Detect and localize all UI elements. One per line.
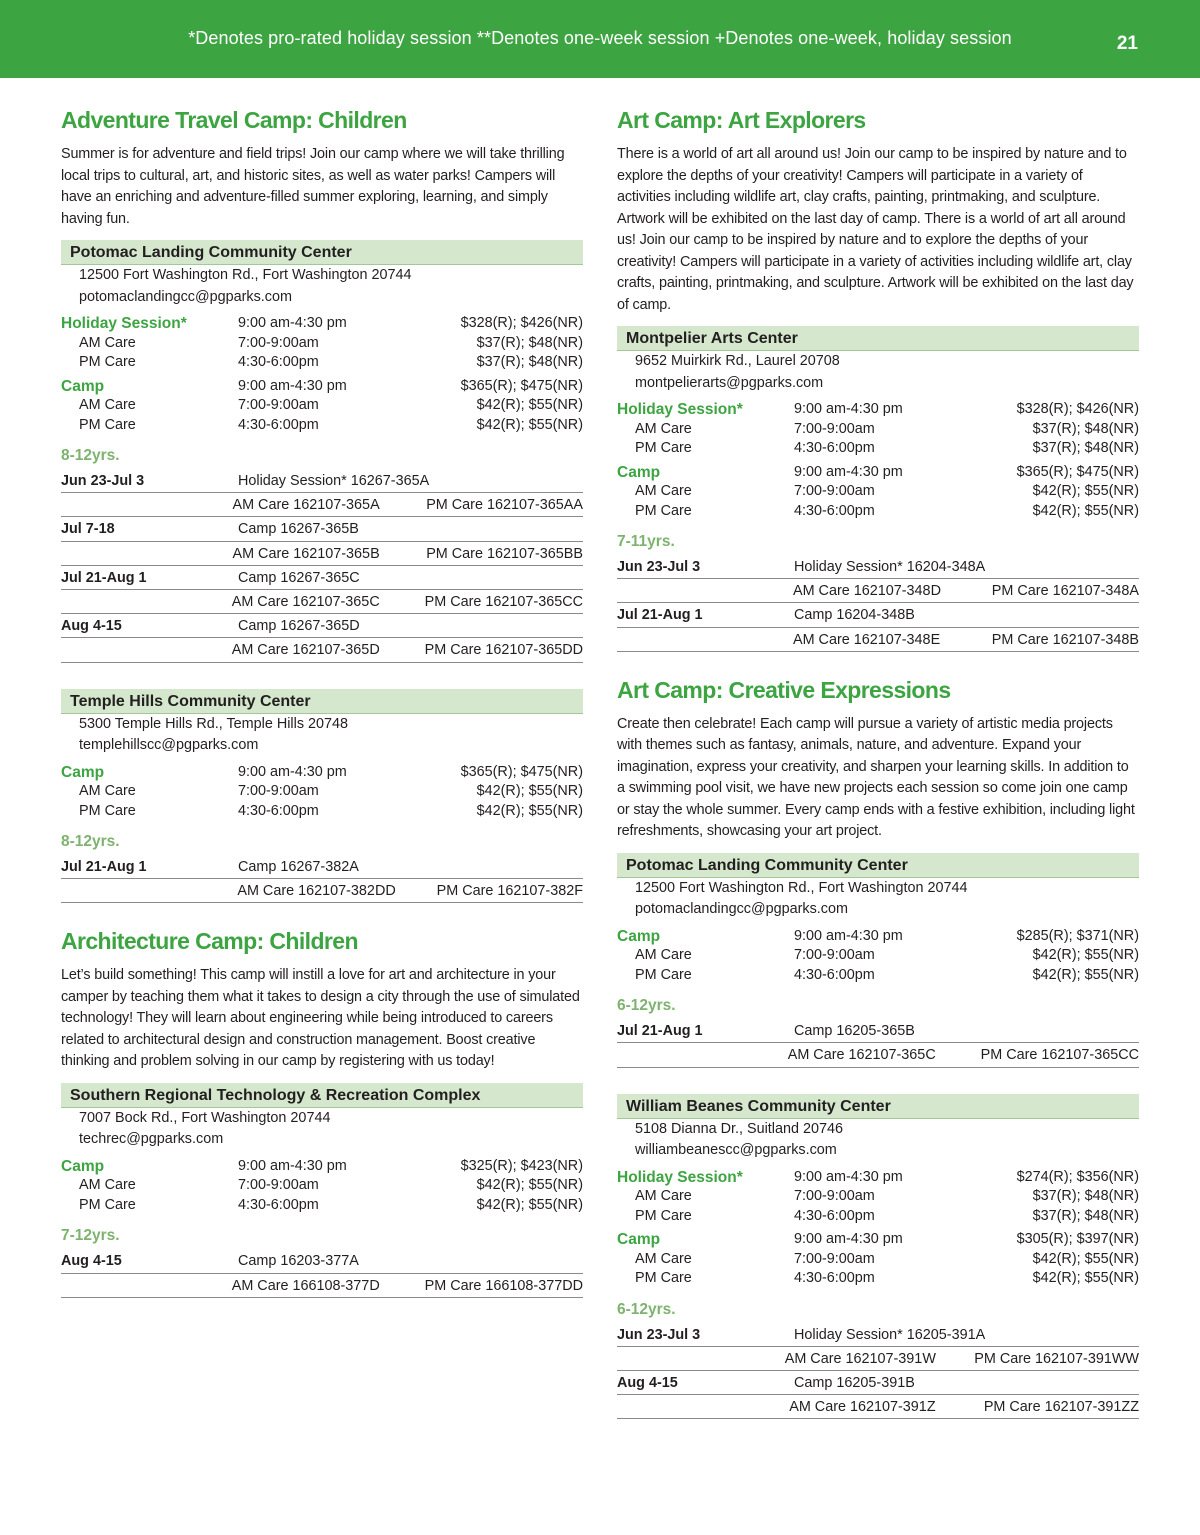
venue-email: williambeanescc@pgparks.com — [635, 1142, 837, 1159]
course-pm-code: PM Care 162107-365CC — [424, 593, 583, 610]
schedule-table — [617, 400, 1139, 521]
course-code: AM Care 162107-348E — [792, 631, 941, 648]
session-label: PM Care — [79, 416, 136, 433]
schedule-row — [617, 463, 1139, 483]
schedule-row — [61, 1196, 583, 1216]
session-label: Holiday Session* — [617, 401, 743, 418]
session-time: 4:30-6:00pm — [238, 416, 319, 433]
course-date: Jul 21-Aug 1 — [61, 569, 147, 586]
schedule-row — [617, 502, 1139, 522]
camp-description: Summer is for adventure and field trips! Join our camp where we will take thrilling local trips to cultural, art, and historic sites, as well as water parks! Campers will have an enriching and adventure-filled summer exploring, learning, and simply having fun. — [61, 146, 565, 227]
camp-section — [617, 674, 1139, 1420]
course-date: Jul 21-Aug 1 — [617, 1023, 703, 1040]
session-label: PM Care — [635, 1270, 692, 1287]
course-pm-code: PM Care 162107-382F — [436, 883, 583, 900]
session-label: Holiday Session* — [617, 1168, 743, 1186]
session-price: $42(R); $55(NR) — [1032, 502, 1139, 519]
schedule-row — [61, 353, 583, 373]
course-pm-code: PM Care 162107-391WW — [974, 1350, 1139, 1367]
session-time: 4:30-6:00pm — [794, 1270, 875, 1287]
course-row — [617, 1019, 1139, 1043]
schedule-row — [61, 334, 583, 354]
session-time: 7:00-9:00am — [794, 1188, 875, 1205]
venue-name: Montpelier Arts Center — [617, 326, 1139, 351]
course-code: Camp 16204-348B — [794, 607, 915, 624]
course-date — [61, 493, 232, 516]
course-code: AM Care 166108-377D — [231, 1277, 380, 1294]
venue-address: 12500 Fort Washington Rd., Fort Washington 20744 — [635, 879, 968, 896]
session-price: $37(R); $48(NR) — [1032, 440, 1139, 456]
left-column — [61, 104, 583, 1298]
camp-section — [617, 104, 1139, 652]
venue-email: templehillscc@pgparks.com — [79, 737, 259, 753]
venue-address: 12500 Fort Washington Rd., Fort Washington 20744 — [79, 267, 412, 283]
age-range: 7-12yrs. — [61, 1227, 120, 1245]
course-date: Jun 23-Jul 3 — [61, 473, 145, 489]
session-label: PM Care — [635, 502, 692, 519]
course-row — [617, 1347, 1139, 1371]
schedule-row — [617, 1207, 1139, 1227]
venue-block — [61, 240, 583, 663]
session-label: AM Care — [79, 334, 136, 351]
session-legend: *Denotes pro-rated holiday session **Denotes one-week session +Denotes one-week, holiday session — [188, 28, 1012, 48]
session-time: 9:00 am-4:30 pm — [794, 1168, 903, 1185]
venue-address: 9652 Muirkirk Rd., Laurel 20708 — [635, 353, 840, 369]
session-time: 7:00-9:00am — [794, 483, 875, 499]
venue-email: techrec@pgparks.com — [79, 1131, 224, 1148]
session-time: 4:30-6:00pm — [794, 440, 875, 456]
session-label: AM Care — [635, 483, 692, 499]
course-pm-code — [438, 855, 583, 878]
session-time: 4:30-6:00pm — [794, 966, 875, 983]
session-time: 4:30-6:00pm — [238, 1196, 319, 1213]
session-time: 4:30-6:00pm — [238, 802, 319, 819]
course-pm-code: PM Care 162107-348B — [991, 631, 1139, 648]
course-pm-code: PM Care 162107-348A — [991, 583, 1139, 600]
course-pm-code — [994, 1371, 1139, 1394]
course-row — [61, 566, 583, 590]
session-time: 9:00 am-4:30 pm — [794, 927, 903, 944]
schedule-row — [61, 782, 583, 802]
age-range: 8-12yrs. — [61, 447, 120, 464]
course-pm-code: PM Care 162107-365AA — [426, 497, 583, 514]
course-row — [617, 579, 1139, 603]
schedule-table — [61, 763, 583, 822]
session-label: Camp — [61, 1157, 105, 1175]
schedule-row — [61, 763, 583, 783]
venue-block — [61, 1083, 583, 1298]
session-price: $274(R); $356(NR) — [1016, 1168, 1139, 1185]
course-row — [61, 1274, 583, 1298]
session-price: $325(R); $423(NR) — [460, 1157, 583, 1174]
venue-block — [617, 1094, 1139, 1420]
session-time: 4:30-6:00pm — [794, 1207, 875, 1224]
age-range: 6-12yrs. — [617, 1300, 676, 1318]
course-code: AM Care 162107-365C — [231, 593, 380, 610]
course-code: Holiday Session* 16205-391A — [794, 1326, 986, 1343]
course-code: Camp 16267-365D — [238, 618, 360, 635]
session-label: Camp — [617, 463, 661, 481]
schedule-row — [61, 314, 583, 334]
course-pm-code: PM Care 162107-391ZZ — [983, 1399, 1139, 1416]
course-date — [617, 628, 793, 651]
course-code: AM Care 162107-365B — [232, 545, 380, 562]
schedule-row — [617, 439, 1139, 459]
schedule-row — [61, 377, 583, 397]
session-price: $365(R); $475(NR) — [460, 763, 583, 780]
course-code: Holiday Session* 16267-365A — [238, 473, 430, 489]
course-pm-code — [994, 1019, 1139, 1042]
schedule-table — [617, 927, 1139, 986]
session-price: $42(R); $55(NR) — [476, 783, 583, 799]
session-time: 7:00-9:00am — [238, 783, 319, 799]
course-date — [617, 1347, 785, 1370]
course-code: AM Care 162107-348D — [792, 583, 941, 600]
course-code: AM Care 162107-365D — [231, 642, 380, 659]
session-time: 9:00 am-4:30 pm — [794, 1231, 903, 1248]
course-code: Camp 16267-382A — [238, 859, 359, 875]
course-date: Jul 21-Aug 1 — [617, 607, 703, 624]
camp-title: Architecture Camp: Children — [61, 928, 358, 955]
right-column — [617, 104, 1139, 1419]
course-date — [61, 542, 232, 565]
course-row — [61, 638, 583, 662]
course-date: Aug 4-15 — [61, 1253, 122, 1270]
age-range: 8-12yrs. — [61, 833, 120, 850]
course-row — [617, 555, 1139, 579]
session-price: $37(R); $48(NR) — [476, 334, 583, 351]
session-label: AM Care — [79, 397, 136, 413]
session-label: Camp — [617, 1231, 661, 1249]
course-date: Jul 7-18 — [61, 521, 115, 538]
course-row — [617, 628, 1139, 652]
course-row — [61, 879, 583, 903]
schedule-row — [617, 482, 1139, 502]
session-label: AM Care — [635, 1188, 692, 1205]
age-range: 6-12yrs. — [617, 997, 676, 1015]
course-date: Jun 23-Jul 3 — [617, 1326, 701, 1343]
session-time: 7:00-9:00am — [238, 1177, 319, 1194]
course-pm-code: PM Care 162107-365BB — [426, 545, 583, 562]
schedule-row — [617, 1230, 1139, 1250]
session-label: AM Care — [635, 947, 692, 964]
session-label: AM Care — [79, 1177, 136, 1194]
session-label: AM Care — [635, 1250, 692, 1267]
session-price: $42(R); $55(NR) — [476, 802, 583, 819]
schedule-row — [61, 1157, 583, 1177]
course-pm-code — [438, 566, 583, 589]
course-date — [617, 1043, 788, 1066]
schedule-row — [617, 400, 1139, 420]
session-time: 7:00-9:00am — [794, 420, 875, 437]
session-price: $285(R); $371(NR) — [1016, 927, 1139, 944]
course-pm-code — [438, 517, 583, 540]
session-price: $42(R); $55(NR) — [1032, 483, 1139, 499]
course-pm-code: PM Care 162107-365DD — [424, 642, 583, 659]
course-pm-code — [994, 1323, 1139, 1346]
session-price: $42(R); $55(NR) — [1032, 1270, 1139, 1287]
schedule-row — [617, 1168, 1139, 1188]
course-date — [61, 590, 232, 613]
session-label: PM Care — [635, 966, 692, 983]
venue-name: Temple Hills Community Center — [61, 689, 583, 714]
session-time: 7:00-9:00am — [794, 947, 875, 964]
course-row — [617, 1371, 1139, 1395]
schedule-row — [617, 420, 1139, 440]
course-date: Aug 4-15 — [61, 618, 122, 635]
camp-section — [61, 104, 583, 903]
session-time: 7:00-9:00am — [238, 334, 319, 351]
venue-name: William Beanes Community Center — [617, 1094, 1139, 1119]
session-price: $37(R); $48(NR) — [476, 354, 583, 370]
course-row — [61, 542, 583, 566]
schedule-row — [61, 802, 583, 822]
session-price: $42(R); $55(NR) — [476, 1177, 583, 1194]
venue-name: Potomac Landing Community Center — [61, 240, 583, 265]
schedule-row — [61, 1176, 583, 1196]
course-row — [617, 1395, 1139, 1419]
session-label: Holiday Session* — [61, 315, 187, 332]
course-code: AM Care 162107-365C — [787, 1047, 936, 1064]
course-pm-code: PM Care 162107-365CC — [980, 1047, 1139, 1064]
session-price: $42(R); $55(NR) — [1032, 966, 1139, 983]
session-time: 9:00 am-4:30 pm — [238, 763, 347, 780]
session-price: $42(R); $55(NR) — [1032, 1250, 1139, 1267]
course-code: AM Care 162107-382DD — [237, 883, 396, 900]
venue-address: 5300 Temple Hills Rd., Temple Hills 20748 — [79, 715, 349, 732]
session-label: Camp — [61, 377, 105, 395]
header-bar — [0, 0, 1200, 78]
course-pm-code: PM Care 166108-377DD — [424, 1277, 583, 1294]
session-label: PM Care — [635, 1207, 692, 1224]
schedule-row — [61, 416, 583, 436]
session-price: $328(R); $426(NR) — [460, 315, 583, 331]
venue-email: potomaclandingcc@pgparks.com — [635, 901, 848, 918]
course-row — [617, 1323, 1139, 1347]
session-price: $305(R); $397(NR) — [1016, 1231, 1139, 1248]
course-row — [617, 603, 1139, 627]
page-number: 21 — [1116, 33, 1138, 54]
session-time: 9:00 am-4:30 pm — [238, 315, 347, 331]
camp-title: Art Camp: Art Explorers — [617, 107, 866, 133]
course-date — [61, 1274, 232, 1297]
schedule-row — [617, 1250, 1139, 1270]
course-date — [61, 879, 237, 902]
camp-title: Art Camp: Creative Expressions — [617, 676, 951, 703]
session-price: $42(R); $55(NR) — [476, 1196, 583, 1213]
session-price: $37(R); $48(NR) — [1032, 1207, 1139, 1224]
course-date: Aug 4-15 — [617, 1375, 678, 1391]
session-label: Camp — [61, 763, 105, 781]
camp-title: Adventure Travel Camp: Children — [61, 107, 407, 133]
session-label: PM Care — [79, 1196, 136, 1213]
session-label: PM Care — [79, 354, 136, 370]
course-row — [61, 590, 583, 614]
course-code: AM Care 162107-391W — [784, 1350, 936, 1367]
session-price: $42(R); $55(NR) — [476, 397, 583, 413]
course-pm-code — [438, 1249, 583, 1272]
course-code: Camp 16205-391B — [794, 1375, 915, 1391]
camp-description: Let’s build something! This camp will instill a love for art and architecture in your camper by teaching them what it takes to design a city through the use of simulated technology! They will learn about engineering while being introduced to careers related to architectural design and construction management. Boost creative thinking and problem solving in our camp by registering with us today! — [61, 967, 580, 1070]
course-row — [61, 517, 583, 541]
course-row — [61, 614, 583, 638]
schedule-table — [61, 1157, 583, 1216]
session-price: $37(R); $48(NR) — [1032, 420, 1139, 437]
course-code: Camp 16205-365B — [794, 1023, 915, 1040]
session-time: 9:00 am-4:30 pm — [238, 1157, 347, 1174]
session-time: 9:00 am-4:30 pm — [794, 401, 903, 417]
course-pm-code — [994, 555, 1139, 578]
course-row — [61, 1249, 583, 1273]
session-price: $365(R); $475(NR) — [1016, 463, 1139, 480]
session-time: 7:00-9:00am — [238, 397, 319, 413]
session-time: 4:30-6:00pm — [794, 502, 875, 519]
session-label: Camp — [617, 927, 661, 945]
course-date — [617, 579, 793, 602]
course-pm-code — [994, 603, 1139, 626]
session-label: PM Care — [79, 802, 136, 819]
session-time: 7:00-9:00am — [794, 1250, 875, 1267]
schedule-table — [61, 314, 583, 435]
schedule-row — [617, 1187, 1139, 1207]
session-time: 4:30-6:00pm — [238, 354, 319, 370]
schedule-table — [617, 1168, 1139, 1289]
session-price: $328(R); $426(NR) — [1016, 401, 1139, 417]
course-code: AM Care 162107-365A — [232, 497, 380, 514]
schedule-row — [617, 1269, 1139, 1289]
schedule-row — [617, 927, 1139, 947]
venue-block — [617, 326, 1139, 652]
venue-email: potomaclandingcc@pgparks.com — [79, 288, 292, 305]
session-price: $37(R); $48(NR) — [1032, 1188, 1139, 1205]
course-date: Jun 23-Jul 3 — [617, 559, 701, 575]
session-label: AM Care — [635, 420, 692, 437]
course-date — [617, 1395, 789, 1418]
venue-email: montpelierarts@pgparks.com — [635, 374, 824, 391]
venue-address: 7007 Bock Rd., Fort Washington 20744 — [79, 1109, 331, 1126]
venue-address: 5108 Dianna Dr., Suitland 20746 — [635, 1120, 844, 1137]
session-price: $42(R); $55(NR) — [1032, 947, 1139, 964]
course-code: Holiday Session* 16204-348A — [794, 559, 986, 575]
course-code: AM Care 162107-391Z — [789, 1399, 936, 1416]
session-label: PM Care — [635, 440, 692, 456]
session-label: AM Care — [79, 783, 136, 799]
course-code: Camp 16203-377A — [238, 1253, 359, 1270]
course-date — [61, 638, 232, 661]
course-code: Camp 16267-365B — [238, 521, 359, 538]
venue-block — [617, 853, 1139, 1068]
session-price: $42(R); $55(NR) — [476, 416, 583, 433]
venue-name: Southern Regional Technology & Recreation Complex — [61, 1083, 583, 1108]
course-date: Jul 21-Aug 1 — [61, 859, 147, 875]
venue-name: Potomac Landing Community Center — [617, 853, 1139, 878]
session-time: 9:00 am-4:30 pm — [794, 463, 903, 480]
course-row — [61, 855, 583, 879]
camp-section — [61, 925, 583, 1297]
course-row — [617, 1043, 1139, 1067]
schedule-row — [61, 396, 583, 416]
camp-description: There is a world of art all around us! Join our camp to be inspired by nature and to explore the depths of your creativity! Campers will participate in a variety of activities including wildlife art, clay crafts, painting, printmaking, and sculpture. Artwork will be exhibited on the last day of camp. There is a world of art all around us! Join our camp to be inspired by nature and to explore the depths of your creativity! Campers will participate in a variety of activities including wildlife art, clay crafts, painting, printmaking, and sculpture. Artwork will be exhibited on the last day of camp. — [617, 146, 1134, 313]
age-range: 7-11yrs. — [617, 533, 675, 550]
course-code: Camp 16267-365C — [238, 569, 360, 586]
camp-description: Create then celebrate! Each camp will pursue a variety of artistic media projects with themes such as fantasy, animals, nature, and adventure. Expand your imagination, express your creativity, and sharpen your learning skills. In addition to a swimming pool visit, we have new projects each session so come join one camp or stay the whole summer. Every camp ends with a festive exhibition, including light refreshments, showcasing your art project. — [617, 715, 1135, 840]
venue-block — [61, 689, 583, 904]
course-pm-code — [438, 469, 583, 492]
session-time: 9:00 am-4:30 pm — [238, 377, 347, 394]
schedule-row — [617, 966, 1139, 986]
session-price: $365(R); $475(NR) — [460, 377, 583, 394]
course-row — [61, 493, 583, 517]
course-pm-code — [438, 614, 583, 637]
schedule-row — [617, 946, 1139, 966]
course-row — [61, 469, 583, 493]
